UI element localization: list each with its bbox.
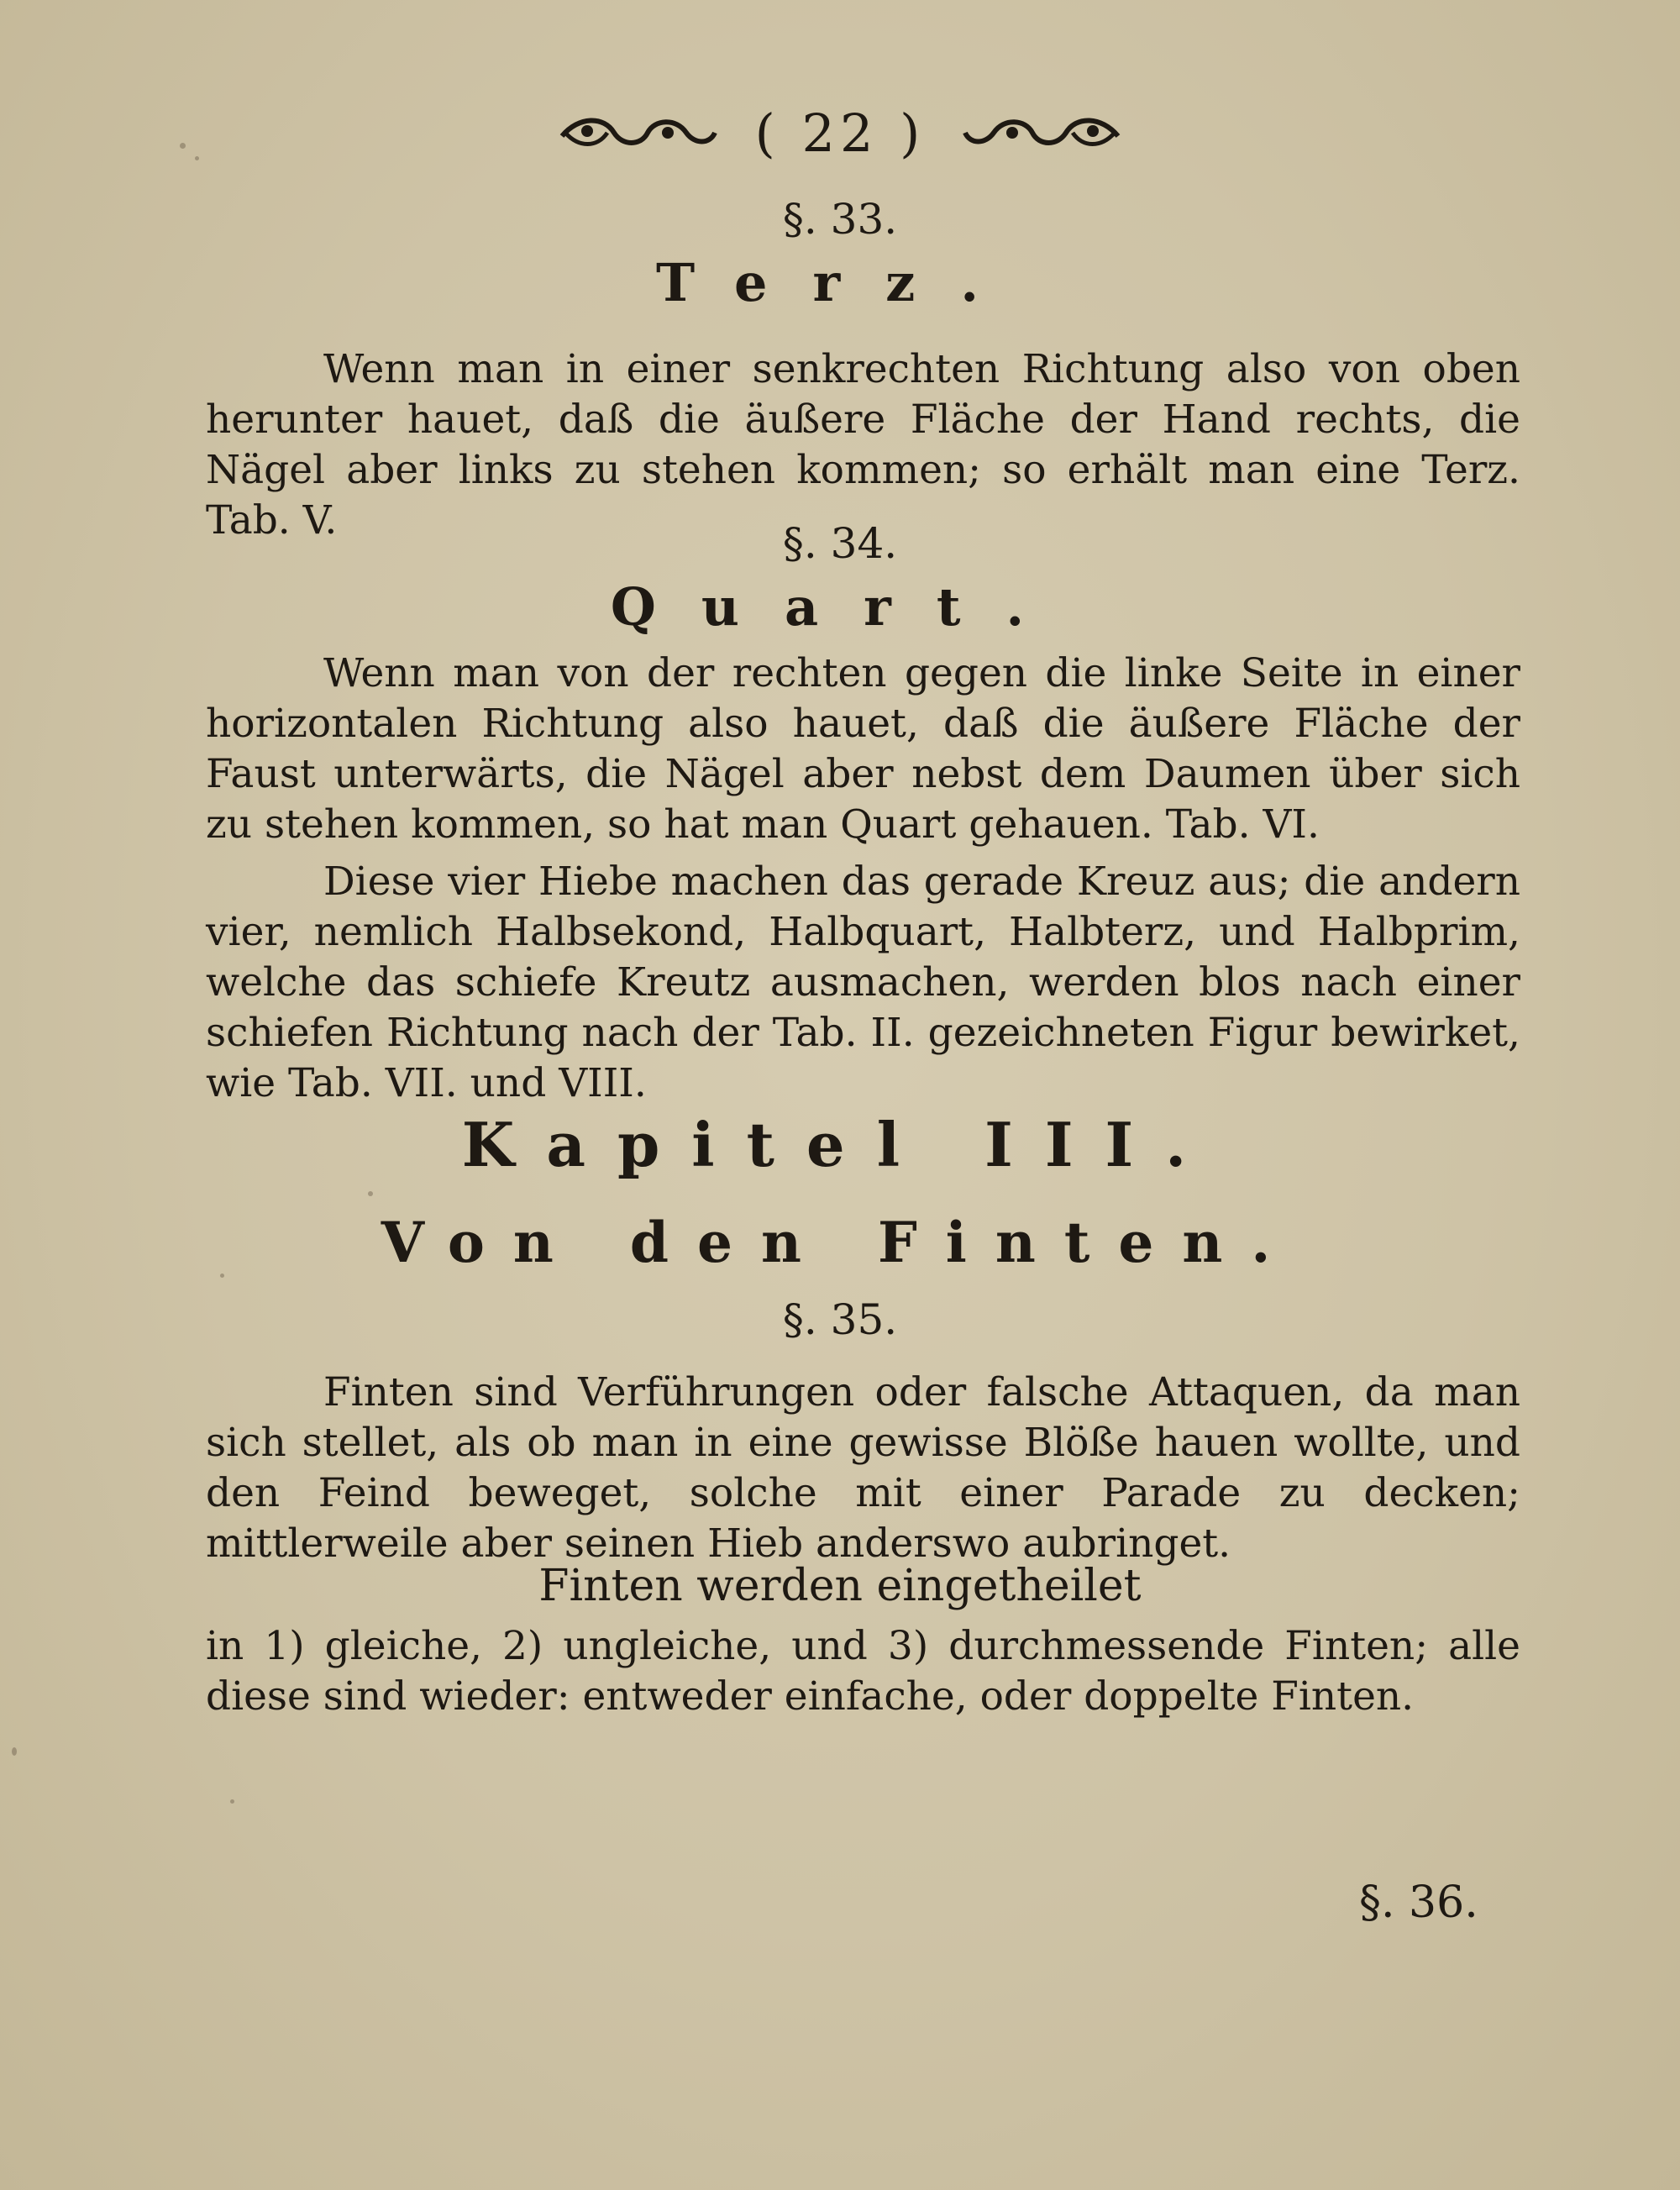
section-33-title: Terz. bbox=[656, 252, 1024, 313]
catchword: §. 36. bbox=[1359, 1878, 1478, 1928]
section-34-title: Quart. bbox=[610, 576, 1070, 638]
paper-speck bbox=[220, 1274, 224, 1278]
paper-speck bbox=[230, 1799, 234, 1804]
ornament-right-icon bbox=[958, 108, 1126, 158]
section-33-paragraph: Wenn man in einer senkrechten Richtung also von oben herunter hauet, daß die äußere Fläche der Hand rechts, die Nägel aber links zu stehen kommen; so erhält man eine Terz. Tab. V. bbox=[206, 346, 1520, 544]
section-35-paragraph: Finten sind Verführungen oder falsche Attaquen, da man sich stellet, als ob man in eine gewisse Blöße hauen wollte, und den Feind beweget, solche mit einer Parade zu decken; mittlerweile aber seinen Hieb anderswo aubringet. bbox=[206, 1369, 1520, 1567]
section-33-heading: §. 33. bbox=[782, 195, 898, 244]
section-35-heading: §. 35. bbox=[782, 1295, 898, 1344]
chapter-title: Kapitel III. bbox=[461, 1109, 1219, 1180]
section-35-paragraph-2: in 1) gleiche, 2) ungleiche, und 3) durchmessende Finten; alle diese sind wieder: entweder einfache, oder doppelte Finten. bbox=[206, 1623, 1520, 1720]
paper-speck bbox=[180, 143, 186, 149]
paper-speck bbox=[195, 156, 199, 160]
paper-speck bbox=[368, 1191, 373, 1196]
paper-speck bbox=[12, 1747, 17, 1756]
section-34-paragraph-2: Diese vier Hiebe machen das gerade Kreuz aus; die andern vier, nemlich Halbsekond, Halbquart, Halbterz, und Halbprim, welche das schiefe Kreutz ausmachen, werden blos nach einer schiefen Richtung nach der Tab. II. gezeichneten Figur bewirket, wie Tab. VII. und VIII. bbox=[206, 859, 1520, 1106]
section-34-heading: §. 34. bbox=[782, 519, 898, 568]
ornament-left-icon bbox=[554, 108, 722, 158]
section-35-subheading: Finten werden eingetheilet bbox=[538, 1561, 1142, 1611]
page-number: ( 22 ) bbox=[754, 102, 926, 164]
page-header bbox=[0, 99, 1680, 166]
chapter-subtitle: Von den Finten. bbox=[381, 1210, 1299, 1275]
section-34-paragraph: Wenn man von der rechten gegen die linke Seite in einer horizontalen Richtung also hauet, daß die äußere Fläche der Faust unterwärts, die Nägel aber nebst dem Daumen über sich zu stehen kommen, so hat man Quart gehauen. Tab. VI. bbox=[206, 650, 1520, 848]
